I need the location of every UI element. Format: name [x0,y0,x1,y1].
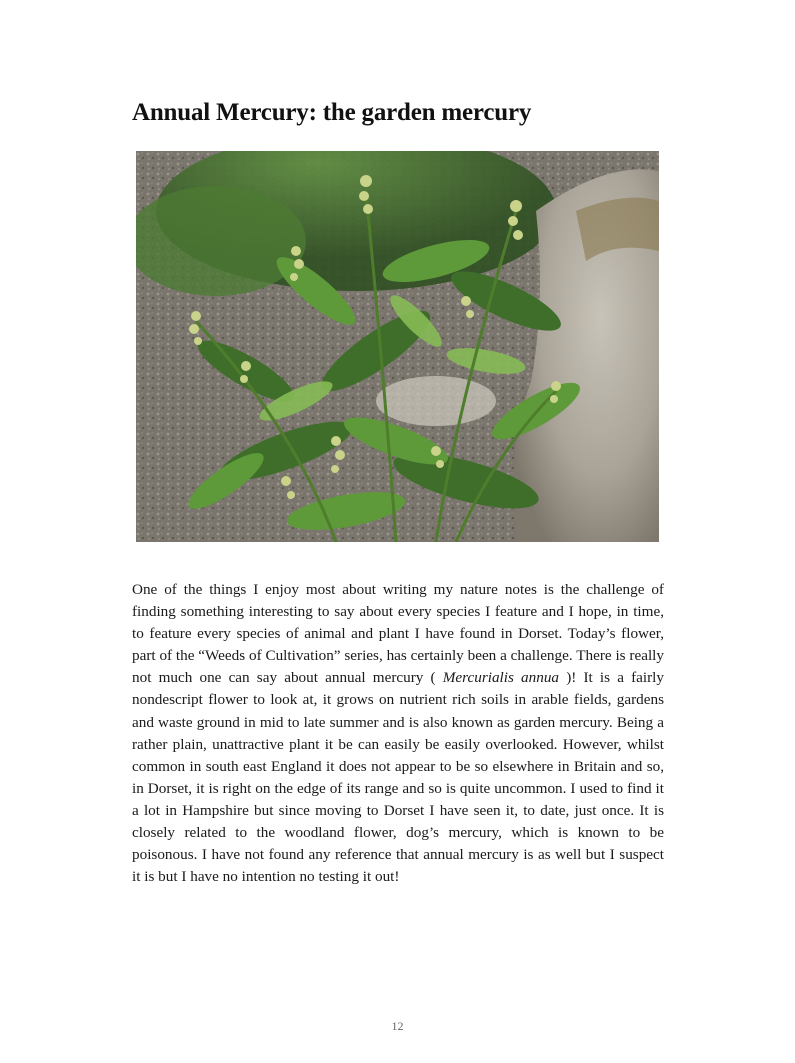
article-body-part1: One of the things I enjoy most about writing my nature notes is the challenge of finding something interesting to say about every species I feature and I hope, in time, to feature every species of animal and plant I have found in Dorset. Today’s flower, part of the “Weeds of Cultivation” series, has certainly been a challenge. There is really not much one can say about annual mercury ( [132,581,664,687]
plant-photo [136,151,659,542]
article-body-part2: )! It is a fairly nondescript flower to look at, it grows on nutrient rich soils in arable fields, gardens and waste ground in mid to late summer and is also known as garden mercury. Being a rather plain, unattractive plant it be can easily be easily overlooked. However, whilst common in south east England it does not appear to be so elsewhere in Britain and so, in Dorset, it is right on the edge of its range and so is quite uncommon. I used to find it a lot in Hampshire but since moving to Dorset I have seen it, to date, just once. It is closely related to the woodland flower, dog’s mercury, which is known to be poisonous. I have not found any reference that annual mercury is as well but I suspect it is but I have no intention no testing it out! [132,669,664,886]
species-name: Mercurialis annua [442,669,560,687]
page-number: 12 [391,1019,404,1033]
article-body [132,579,664,888]
page-title: Annual Mercury: the garden mercury [132,99,532,126]
